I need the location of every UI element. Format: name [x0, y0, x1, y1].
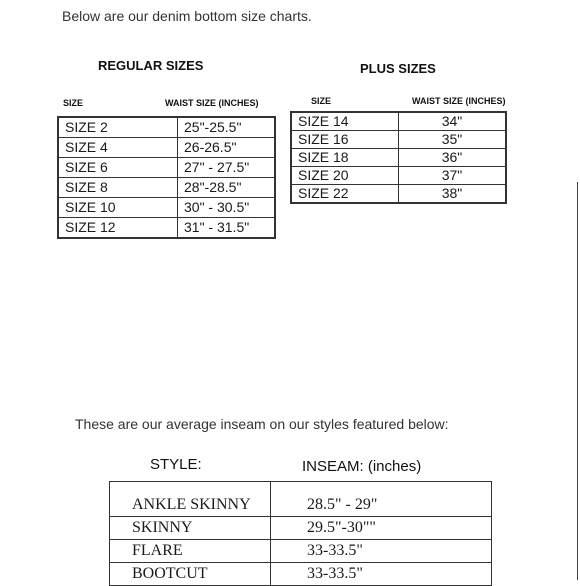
table-row [58, 117, 275, 138]
waist-cell: 25"-25.5" [178, 117, 276, 138]
size-cell: SIZE 22 [291, 185, 399, 204]
inseam-cell: 29.5"-30"" [271, 517, 492, 540]
regular-sizes-title: REGULAR SIZES [98, 58, 204, 73]
regular-col-size: SIZE [63, 98, 84, 108]
waist-cell: 34" [399, 112, 507, 131]
size-cell: SIZE 2 [58, 117, 178, 138]
style-cell: ANKLE SKINNY [110, 482, 271, 517]
style-cell: FLARE [110, 540, 271, 563]
intro-text: Below are our denim bottom size charts. [62, 8, 312, 24]
plus-col-size: SIZE [311, 96, 332, 106]
table-row [291, 149, 506, 167]
regular-sizes-table [57, 116, 276, 239]
size-cell: SIZE 12 [58, 218, 178, 239]
inseam-col-inseam: INSEAM: (inches) [302, 458, 422, 475]
waist-cell: 27" - 27.5" [178, 158, 276, 178]
style-cell: SKINNY [110, 517, 271, 540]
waist-cell: 37" [399, 167, 507, 185]
inseam-cell: 33-33.5" [271, 540, 492, 563]
plus-col-waist: WAIST SIZE (INCHES) [412, 96, 506, 106]
plus-sizes-table [290, 111, 507, 204]
table-row [110, 482, 492, 517]
size-cell: SIZE 18 [291, 149, 399, 167]
size-cell: SIZE 16 [291, 131, 399, 149]
waist-cell: 31" - 31.5" [178, 218, 276, 239]
regular-col-waist: WAIST SIZE (INCHES) [165, 98, 259, 108]
table-row [291, 112, 506, 131]
table-row [110, 517, 492, 540]
table-row [291, 131, 506, 149]
table-row [58, 198, 275, 218]
table-row [110, 540, 492, 563]
size-cell: SIZE 10 [58, 198, 178, 218]
waist-cell: 38" [399, 185, 507, 204]
inseam-cell: 28.5" - 29" [271, 482, 492, 517]
table-row [58, 218, 275, 239]
size-cell: SIZE 20 [291, 167, 399, 185]
size-cell: SIZE 4 [58, 138, 178, 158]
waist-cell: 26-26.5" [178, 138, 276, 158]
plus-sizes-title: PLUS SIZES [360, 61, 436, 76]
table-row [58, 158, 275, 178]
size-cell: SIZE 14 [291, 112, 399, 131]
waist-cell: 36" [399, 149, 507, 167]
style-cell: BOOTCUT [110, 563, 271, 586]
waist-cell: 30" - 30.5" [178, 198, 276, 218]
size-cell: SIZE 6 [58, 158, 178, 178]
inseam-intro-text: These are our average inseam on our styles featured below: [75, 416, 449, 432]
vertical-divider [577, 182, 578, 580]
size-cell: SIZE 8 [58, 178, 178, 198]
inseam-table [109, 481, 492, 586]
inseam-cell: 33-33.5" [271, 563, 492, 586]
table-row [110, 563, 492, 586]
inseam-col-style: STYLE: [150, 456, 202, 473]
table-row [291, 185, 506, 204]
waist-cell: 28"-28.5" [178, 178, 276, 198]
table-row [58, 178, 275, 198]
waist-cell: 35" [399, 131, 507, 149]
table-row [58, 138, 275, 158]
table-row [291, 167, 506, 185]
